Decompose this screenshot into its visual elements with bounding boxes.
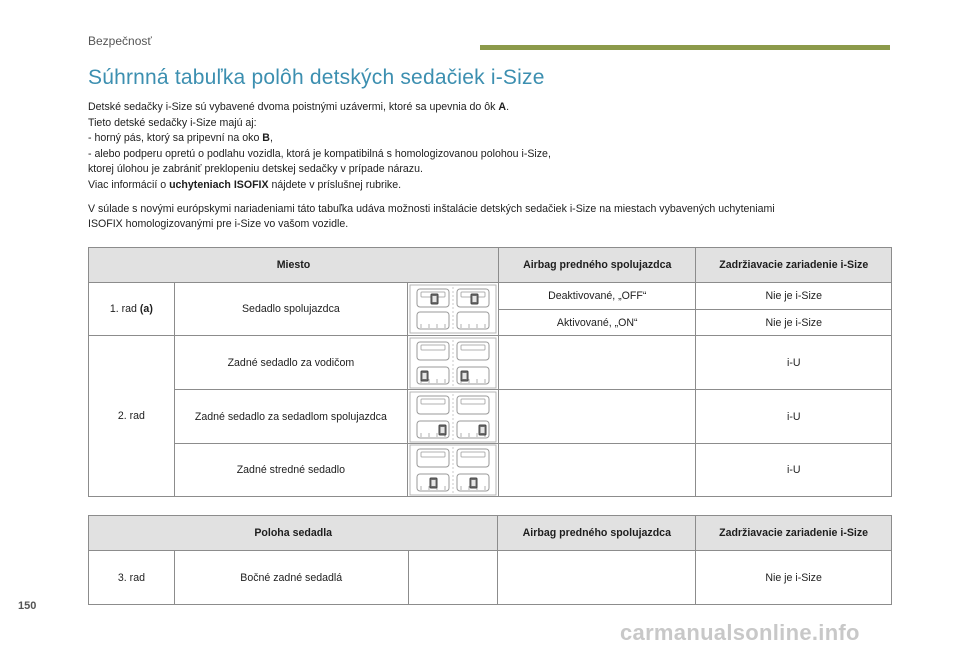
result-cell: i-U bbox=[696, 390, 892, 444]
result-cell: i-U bbox=[696, 336, 892, 390]
intro-line-8: ISOFIX homologizovanými pre i-Size vo vašom vozidle. bbox=[88, 218, 349, 231]
page-title: Súhrnná tabuľka polôh detských sedačiek i-Size bbox=[88, 66, 545, 89]
seat-diagram-icon bbox=[409, 391, 497, 443]
seat-diagram-icon bbox=[409, 444, 497, 496]
seat-diagram-cell bbox=[408, 444, 499, 497]
airbag-cell bbox=[499, 390, 696, 444]
airbag-cell: Aktivované, „ON“ bbox=[499, 310, 696, 336]
isize-table-2 bbox=[88, 515, 892, 605]
row-group-2: 2. rad bbox=[89, 336, 175, 497]
row-group-1 bbox=[89, 283, 175, 336]
result-cell: Nie je i-Size bbox=[696, 551, 892, 605]
intro-line-3-end: , bbox=[269, 132, 273, 145]
seat-diagram-cell bbox=[408, 390, 499, 444]
airbag-cell bbox=[498, 551, 696, 605]
intro-line-5: ktorej úlohou je zabrániť preklopeniu detskej sedačky v prípade nárazu. bbox=[88, 163, 423, 176]
watermark: carmanualsonline.info bbox=[620, 620, 860, 645]
header-miesto: Miesto bbox=[89, 248, 499, 283]
result-cell: Nie je i-Size bbox=[696, 310, 892, 336]
result-cell: Nie je i-Size bbox=[696, 283, 892, 310]
table-header-row bbox=[89, 248, 892, 283]
intro-line-6: Viac informácií o bbox=[88, 178, 170, 191]
row-group-1-label: 1. rad bbox=[109, 303, 140, 315]
airbag-cell bbox=[499, 444, 696, 497]
isofix-link[interactable]: uchyteniach ISOFIX bbox=[169, 178, 269, 191]
row-group-1-note: (a) bbox=[139, 303, 153, 315]
header-isize: Zadržiavacie zariadenie i-Size bbox=[696, 248, 892, 283]
intro-line-3: - horný pás, ktorý sa pripevní na oko bbox=[88, 132, 263, 145]
anchor-a-label: A bbox=[498, 101, 507, 113]
isize-table-1 bbox=[88, 247, 892, 497]
seat-cell: Bočné zadné sedadlá bbox=[174, 551, 408, 605]
row-group-3: 3. rad bbox=[89, 551, 175, 605]
intro-line-1: Detské sedačky i-Size sú vybavené dvoma poistnými uzávermi, ktoré sa upevnia do ôk bbox=[88, 101, 499, 113]
table-row bbox=[89, 551, 892, 605]
table-row bbox=[89, 390, 892, 444]
seat-cell: Zadné stredné sedadlo bbox=[174, 444, 407, 497]
table-row bbox=[89, 444, 892, 497]
result-cell: i-U bbox=[696, 444, 892, 497]
header-poloha: Poloha sedadla bbox=[89, 516, 498, 551]
table-header-row bbox=[89, 516, 892, 551]
intro-line-7: V súlade s novými európskymi nariadeniami táto tabuľka udáva možnosti inštalácie detských sedačiek i-Size na miestach vybavených uchyteniami bbox=[88, 202, 775, 215]
empty-diagram-cell bbox=[408, 551, 498, 605]
page-number: 150 bbox=[18, 600, 37, 612]
header-bar bbox=[480, 45, 890, 50]
intro-line-1-end: . bbox=[506, 101, 510, 113]
anchor-b-label: B bbox=[262, 132, 270, 145]
seat-diagram-cell bbox=[408, 336, 499, 390]
header-airbag: Airbag predného spolujazdca bbox=[499, 248, 696, 283]
seat-cell: Zadné sedadlo za vodičom bbox=[174, 336, 407, 390]
airbag-cell bbox=[499, 336, 696, 390]
table-row bbox=[89, 336, 892, 390]
seat-diagram-cell bbox=[408, 283, 499, 336]
table-row bbox=[89, 283, 892, 310]
intro-text bbox=[88, 100, 878, 233]
seat-diagram-icon bbox=[409, 337, 497, 389]
intro-line-4: - alebo podperu opretú o podlahu vozidla, ktorá je kompatibilná s homologizovanou polohou i-Size, bbox=[88, 147, 551, 160]
intro-line-6-end: nájdete v príslušnej rubrike. bbox=[268, 178, 402, 191]
intro-line-2: Tieto detské sedačky i-Size majú aj: bbox=[88, 116, 257, 129]
seat-cell: Zadné sedadlo za sedadlom spolujazdca bbox=[174, 390, 407, 444]
seat-diagram-icon bbox=[409, 284, 497, 334]
header-airbag: Airbag predného spolujazdca bbox=[498, 516, 696, 551]
header-isize: Zadržiavacie zariadenie i-Size bbox=[696, 516, 892, 551]
airbag-cell: Deaktivované, „OFF“ bbox=[499, 283, 696, 310]
seat-cell: Sedadlo spolujazdca bbox=[174, 283, 407, 336]
section-label: Bezpečnosť bbox=[88, 34, 152, 48]
